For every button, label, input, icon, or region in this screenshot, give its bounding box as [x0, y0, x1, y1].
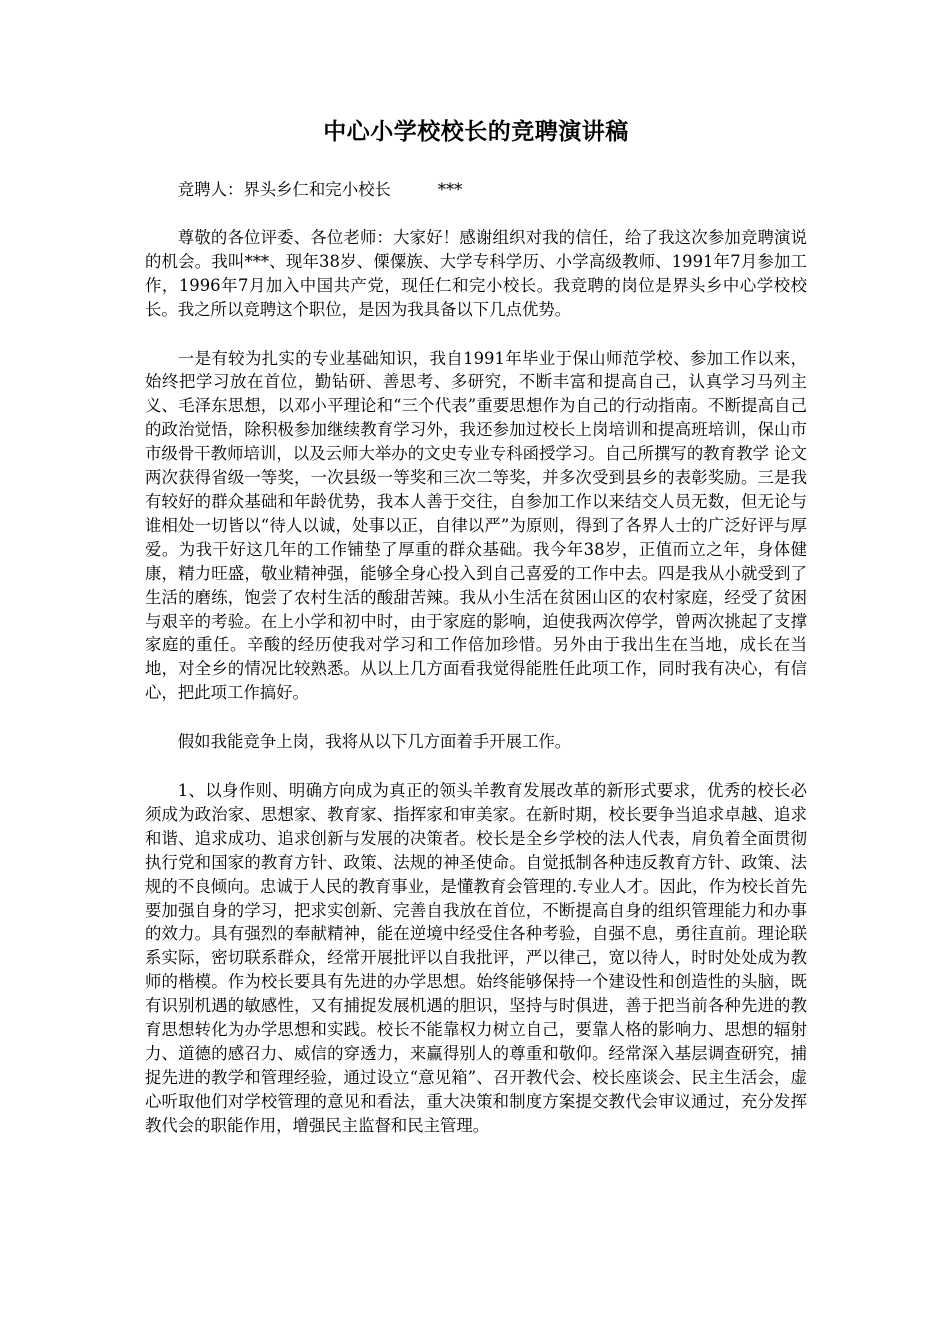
- candidate-byline: 竞聘人：界头乡仁和完小校长 ***: [177, 180, 463, 199]
- document-title: 中心小学校校长的竞聘演讲稿: [323, 118, 629, 145]
- paragraph-plan-intro: 假如我能竞争上岗，我将从以下几方面着手开展工作。: [177, 732, 572, 752]
- paragraph-advantages: 一是有较为扎实的专业基础知识，我自1991年毕业于保山师范学校、参加工作以来，始终把学习放在首位，勤钻研、善思考、多研究，不断丰富和提高自己，认真学习马列主义、毛泽东思想，以邓小平理论和“三个代表”重要思想作为自己的行动指南。不断提高自己的政治觉悟，除积极参加继续教育学习外，我还参加过校长上岗培训和提高班培训，保山市市级骨干教师培训，以及云师大举办的文史专业专科函授学习。自己所撰写的教育教学 论文 两次获得省级一等奖，一次县级一等奖和三次二等奖，并多次受到县乡的表彰奖励。三是我有较好的群众基础和年龄优势，我本人善于交往，自参加工作以来结交人员无数，但无论与谁相处一切皆以“待人以诚，处事以正，自律以严”为原则，得到了各界人士的广泛好评与厚爱。为我干好这几年的工作铺垫了厚重的群众基础。我今年38岁，正值而立之年，身体健康，精力旺盛，敬业精神强，能够全身心投入到自己喜爱的工作中去。四是我从小就受到了生活的磨练，饱尝了农村生活的酸甜苦辣。我从小生活在贫困山区的农村家庭，经受了贫困与艰辛的考验。在上小学和初中时，由于家庭的影响，迫使我两次停学，曾两次挑起了支撑家庭的重任。辛酸的经历使我对学习和工作倍加珍惜。另外由于我出生在当地，成长在当地，对全乡的情况比较熟悉。从以上几方面看我觉得能胜任此项工作，同时我有决心，有信心，把此项工作搞好。: [145, 348, 807, 703]
- paragraph-greeting: 尊敬的各位评委、各位老师：大家好！感谢组织对我的信任，给了我这次参加竞聘演说的机会。我叫***、现年38岁、傈僳族、大学专科学历、小学高级教师、1991年7月参加工作，1996年7月加入中国共产党，现任仁和完小校长。我竞聘的岗位是界头乡中心学校校长。我之所以竞聘这个职位，是因为我具备以下几点优势。: [145, 227, 807, 319]
- document-page: [145, 112, 807, 1163]
- paragraph-plan-item-1: 1、以身作则、明确方向成为真正的领头羊教育发展改革的新形式要求，优秀的校长必须成为政治家、思想家、教育家、指挥家和审美家。在新时期，校长要争当追求卓越、追求和谐、追求成功、追求创新与发展的决策者。校长是全乡学校的法人代表，肩负着全面贯彻执行党和国家的教育方针、政策、法规的神圣使命。自觉抵制各种违反教育方针、政策、法规的不良倾向。忠诚于人民的教育事业，是懂教育会管理的.专业人才。因此，作为校长首先要加强自身的学习，把求实创新、完善自我放在首位，不断提高自身的组织管理能力和办事的效力。具有强烈的奉献精神，能在逆境中经受住各种考验，自强不息，勇往直前。理论联系实际，密切联系群众，经常开展批评以自我批评，严以律己，宽以待人，时时处处成为教师的楷模。作为校长要具有先进的办学思想。始终能够保持一个建设性和创造性的头脑，既有识别机遇的敏感性，又有捕捉发展机遇的胆识，坚持与时俱进，善于把当前各种先进的教育思想转化为办学思想和实践。校长不能靠权力树立自己，要靠人格的影响力、思想的辐射力、道德的感召力、威信的穿透力，来赢得别人的尊重和敬仰。经常深入基层调查研究，捕捉先进的教学和管理经验，通过设立“意见箱”、召开教代会、校长座谈会、民主生活会，虚心听取他们对学校管理的意见和看法，重大决策和制度方案提交教代会审议通过，充分发挥教代会的职能作用，增强民主监督和民主管理。: [145, 781, 807, 1135]
